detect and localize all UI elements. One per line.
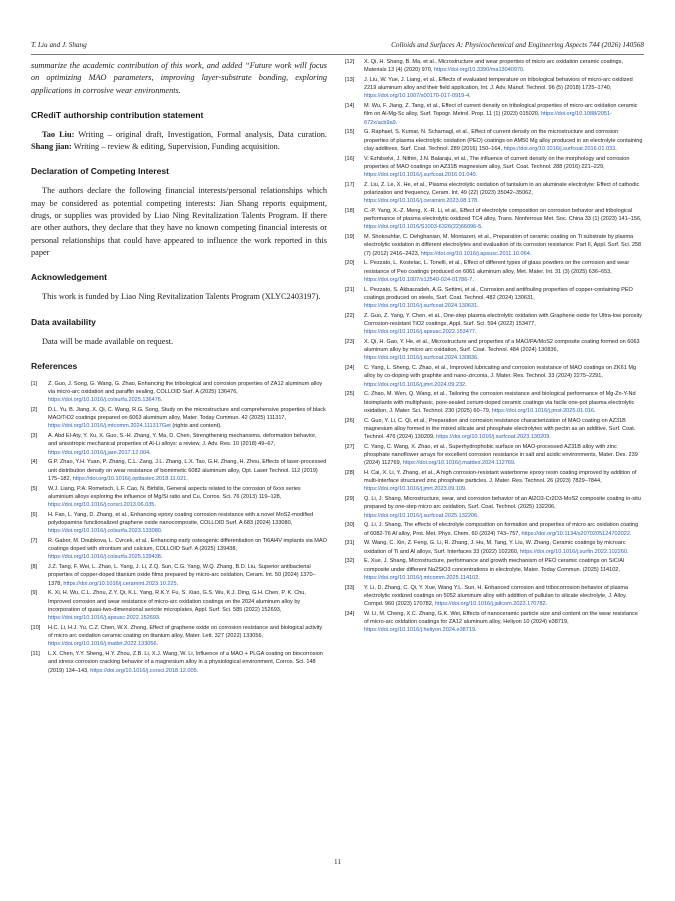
reference-number: [25]: [345, 391, 355, 398]
reference-item: [345, 469, 643, 494]
header-journal: Colloids and Surfaces A: Physicochemical and Engineering Aspects 744 (2026) 140568: [391, 41, 644, 49]
reference-text: [364, 58, 643, 74]
reference-doi-link[interactable]: https://doi.org/10.1016/j.jmst.2025.01.016: [491, 407, 594, 414]
reference-item: [345, 584, 643, 609]
reference-tail: .: [549, 434, 551, 441]
reference-doi-link[interactable]: https://doi.org/10.1016/S1003-6326(22)66096-5: [364, 224, 482, 231]
reference-text: [364, 610, 643, 635]
reference-doi-link[interactable]: https://doi.org/10.1016/j.colsurfa.2025.139438: [48, 554, 161, 561]
reference-item: [345, 390, 643, 415]
reference-number: [8]: [31, 564, 38, 571]
reference-number: [17]: [345, 181, 355, 188]
references-heading: References: [31, 360, 78, 371]
reference-text: [364, 390, 643, 415]
reference-doi-link[interactable]: https://doi.org/10.1016/j.matdes.2024.112769: [402, 460, 514, 467]
reference-item: [31, 650, 327, 675]
reference-item: [31, 537, 327, 562]
reference-item: [31, 589, 327, 622]
reference-number: [21]: [345, 286, 355, 293]
reference-doi-link[interactable]: https://doi.org/10.1016/j.corsci.2013.06.035: [48, 502, 155, 509]
reference-doi-link[interactable]: https://doi.org/10.1007/s00170-017-0919-4: [364, 93, 470, 100]
reference-item: [345, 76, 643, 101]
reference-doi-link[interactable]: https://doi.org/10.1016/j.surfcoat.2023.130209: [436, 434, 550, 441]
reference-number: [4]: [31, 459, 38, 466]
reference-item: [345, 338, 643, 363]
reference-tail: .: [176, 580, 179, 587]
reference-text: [364, 539, 643, 555]
reference-item: [345, 312, 643, 337]
reference-text: [364, 155, 643, 180]
reference-item: [345, 102, 643, 127]
reference-item: [31, 432, 327, 457]
reference-text: [364, 259, 643, 284]
reference-number: [33]: [345, 584, 355, 591]
reference-number: [27]: [345, 443, 355, 450]
reference-doi-link[interactable]: https://doi.org/10.1016/j.jmrt.2024.09.232: [364, 381, 466, 388]
reference-item: [345, 539, 643, 555]
reference-tail: .: [475, 172, 478, 179]
reference-text: [48, 380, 327, 405]
reference-text: [48, 624, 327, 649]
reference-text: [364, 338, 643, 363]
reference-citation: C. Yang, L. Sheng, C. Zhao, et al., Improved lubricating and corrosion resistance of MAO coatings on ZK61 Mg alloy by co-doping with graphite and nano-zirconia, J. Mater. Res. Technol. 33 (2024) 2275–2291,: [364, 365, 637, 380]
reference-tail: .: [465, 381, 467, 388]
reference-doi-link[interactable]: https://doi.org/10.1016/j.optlastec.2018.11.021: [72, 475, 187, 482]
reference-number: [20]: [345, 260, 355, 267]
reference-doi-link[interactable]: https://doi.org/10.1016/j.mtcomm.2024.111317Get: [48, 423, 171, 430]
reference-citation: G. Raphael, S. Kumar, N. Scharnagl, et al., Effect of current density on the microstructure and corrosion properties of plasma electrolytic oxidation (PEO) coatings on AM50 Mg alloy produced in an electrolyte containing clay additives, Surf. Coat. Technol. 289 (2016) 150–164,: [364, 129, 643, 152]
reference-citation: Y. Li, D. Zhang, C. Qi, Y. Xue, Wang Y.L. Sun, H. Enhanced corrosion and tribocorrosion behavior of plasma electrolytic oxidized coatings on 5052 aluminum alloy with addition of pullulan to silicate electrolyte, J. Alloy. Compd. 960 (2023) 170782,: [364, 584, 629, 608]
reference-text: [48, 537, 327, 562]
reference-text: [364, 102, 643, 127]
credit-text-2: Writing – review & editing, Supervision, Funding acquisition.: [71, 142, 280, 152]
reference-citation: J. Liu, W. Yue, J. Liang, et al., Effects of evaluated temperature on tribological behaviors of micro-arc oxidized 2219 aluminum alloy and their field application, Int. J. Adv. Manuf. Technol. 96 (5) (2018) 1725–1740,: [364, 77, 633, 92]
reference-number: [30]: [345, 522, 355, 529]
reference-text: [364, 181, 643, 206]
reference-citation: H. Cai, X. Li, Y. Zhang, et al., A high corrosion-resistant waterborne epoxy resin coating improved by addition of multi-interface structured zinc phosphate particles, J. Mater. Res. Technol. 26 (2023) 7829–7844,: [364, 470, 637, 485]
reference-item: [345, 610, 643, 635]
reference-item: [345, 128, 643, 153]
reference-tail: .: [477, 355, 479, 362]
reference-citation: C. Zhao, M. Wen, Q. Wang, et al., Tailoring the corrosion resistance and biological performance of Mg-Zn-Y-Nd bioimplants with multiphasic, pore-sealed cerium-doped ceramic coatings via facile one-pot plasma electrolytic oxidation, J. Mater. Sci. Technol. 230 (2025) 60–79,: [364, 391, 636, 414]
reference-tail: .: [156, 641, 159, 648]
reference-citation: W. Li, M. Cheng, X.C. Zhang, G.K. Wei, Effects of nanoceramic particle size and content on the wear resistance of micro-arc oxidation coatings for ZA12 aluminum alloy, Heliyon 10 (2024) e38719,: [364, 610, 638, 626]
reference-tail: .: [477, 303, 479, 310]
reference-doi-link[interactable]: https://doi.org/10.1016/j.apsusc.2022.152693: [48, 615, 160, 622]
reference-doi-link[interactable]: https://doi.org/10.1016/j.colsurfa.2025.136476: [48, 397, 161, 404]
reference-citation: A. Abd El-Aty, Y. Xu, X. Guo, S.-H. Zhang, Y. Ma, D. Chen, Strengthening mechanisms, deformation behavior, and anisotropic mechanical properties of Al-Li alloys: a review, J. Adv. Res. 10 (2018) 49–67,: [48, 433, 317, 448]
reference-item: [345, 495, 643, 520]
data-availability-heading: Data availability: [31, 316, 96, 327]
reference-tail: .: [186, 475, 188, 482]
reference-number: [2]: [31, 407, 38, 414]
reference-doi-link[interactable]: https://doi.org/10.1016/j.corsci.2018.12.005: [90, 667, 197, 674]
right-column: [345, 58, 643, 636]
reference-item: [345, 521, 643, 537]
reference-tail: .: [160, 528, 163, 535]
reference-tail: .: [160, 397, 163, 404]
reference-tail: .: [593, 407, 596, 414]
reference-tail: .: [160, 554, 163, 561]
reference-number: [24]: [345, 365, 355, 372]
credit-name-1: Tao Liu:: [42, 129, 75, 139]
reference-number: [29]: [345, 496, 355, 503]
acknowledgement-heading: Acknowledgement: [31, 272, 107, 283]
reference-number: [34]: [345, 610, 355, 617]
reference-tail: .: [629, 530, 632, 537]
reference-doi-link[interactable]: https://doi.org/10.1016/j.jare.2017.12.004: [48, 449, 150, 456]
credit-name-2: Shang jian:: [31, 142, 72, 152]
reference-citation: W.J. Liang, P.A. Rometsch, L.F. Cao, N. Birbilis, General aspects related to the corrosion of 6xxx series aluminium alloys exploring the influence of Mg/Si ratio and Cu, Corros. Sci. 76 (2013) 119–128,: [48, 485, 301, 500]
reference-doi-link[interactable]: https://doi.org/10.1016/j.apsusc.2011.10.064: [420, 250, 530, 257]
reference-tail: .: [395, 119, 398, 126]
reference-text: [364, 584, 643, 609]
reference-doi-link[interactable]: https://doi.org/10.1016/j.jmrt.2023.09.109: [364, 486, 466, 493]
reference-citation: X. Qi, H. Gao, Y. He, et al., Microstructure and properties of a MAO/PA/MoS2 composite coating formed on 6063 aluminum alloy by micro arc oxidation, Surf. Coat. Technol. 484 (2024) 130836,: [364, 339, 640, 354]
reference-number: [23]: [345, 339, 355, 346]
reference-tail: .: [545, 601, 548, 608]
reference-item: [31, 624, 327, 649]
reference-number: [6]: [31, 511, 38, 518]
reference-tail: .: [154, 502, 156, 509]
reference-number: [22]: [345, 312, 355, 319]
reference-tail: .: [472, 276, 474, 283]
reference-citation: G.P. Zhao, Y.H. Yuan, P. Zhang, C.L. Zang, J.L. Zhang, L.X. Tao, G.H. Zhang, H. Zhou, Effects of laser-processed unit distribution density on wear resistance of biomimetic 6082 aluminum alloy, Opt. Laser Technol. 112 (2019) 175–182,: [48, 459, 327, 482]
reference-doi-link[interactable]: https://doi.org/10.1007/s12540-024-01786-7: [364, 276, 473, 283]
reference-tail: (rights and content).: [170, 423, 222, 430]
credit-paragraph: [31, 129, 327, 154]
reference-tail: .: [514, 460, 516, 467]
reference-item: [345, 259, 643, 284]
reference-number: [3]: [31, 433, 38, 440]
reference-number: [31]: [345, 540, 355, 547]
running-header: [31, 41, 644, 53]
reference-text: [48, 406, 327, 431]
reference-text: [364, 557, 643, 582]
reference-citation: C.-P. Yang, X.-Z. Meng, X.-R. Li, et al., Effect of electrolyte composition on corrosion behavior and tribological performance of plasma electrolytic oxidized TC4 alloy, Trans. Nonferrous Met. Soc. China 33 (1) (2023) 141–156,: [364, 208, 642, 223]
reference-tail: .: [615, 145, 617, 152]
reference-item: [345, 443, 643, 468]
reference-number: [10]: [31, 624, 41, 631]
reference-tail: .: [469, 93, 471, 100]
reference-doi-link[interactable]: https://doi.org/10.1016/j.surfcoat.2016.01.040: [364, 172, 476, 179]
reference-text: [364, 286, 643, 311]
reference-text: [48, 485, 327, 510]
reference-citation: L.X. Chen, Y.Y. Sheng, H.Y. Zhou, Z.B. Li, X.J. Wang, W. Li, Influence of a MAO + PLGA coating on biocorrosion and stress corrosion cracking behavior of a magnesium alloy in a physiological environment, Corros. Sci. 148 (2019) 134–143,: [48, 651, 323, 674]
left-column: [31, 60, 327, 676]
reference-doi-link[interactable]: https://doi.org/10.1016/j.colsurfa.2023.133080: [48, 528, 161, 535]
reference-citation: Z. Guo, J. Song, G. Wang, G. Zhao, Enhancing the tribological and corrosion properties of ZA12 aluminum alloy via micro-arc oxidation and paraffin sealing, COLLOID Surf. A (2025) 136476,: [48, 380, 323, 396]
reference-citation: H.C. Li, H.J. Yu, C.Z. Chen, W.X. Zhong, Effect of graphene oxide on corrosion resistance and biological activity of micro arc oxidation ceramic coating on titanium alloy, Mater. Lett. 327 (2022) 133056,: [48, 624, 323, 640]
reference-doi-link[interactable]: https://doi.org/10.1134/s2070205124702022: [521, 530, 630, 537]
reference-doi-link[interactable]: https://doi.org/10.1016/j.surfcoat.2016.01.033: [503, 145, 616, 152]
reference-text: [364, 312, 643, 337]
reference-citation: L. Pezzato, S. Akbarzadeh, A.G. Settimi, et al., Corrosion and antifouling properties of copper-containing PEO coatings produced on steels, Surf. Coat. Technol. 482 (2024) 130631,: [364, 286, 633, 301]
reference-number: [14]: [345, 103, 355, 110]
reference-text: [364, 76, 643, 101]
reference-tail: .: [477, 198, 479, 205]
reference-citation: Z. Guo, Z. Yang, Y. Chen, et al., One-step plasma electrolytic oxidation with Graphene oxide for Ultra-low porosity Corrosion-resistant TiO2 coatings, Appl. Surf. Sci. 594 (2022) 153477,: [364, 312, 642, 328]
reference-item: [345, 364, 643, 389]
reference-number: [32]: [345, 558, 355, 565]
reference-number: [16]: [345, 155, 355, 162]
reference-doi-link[interactable]: https://doi.org/10.1016/j.surfin.2022.102260: [520, 548, 628, 555]
reference-text: [364, 364, 643, 389]
reference-citation: V. Ezhilselvi, J. Nithin, J.N. Balaraju, et al., The influence of current density on the morphology and corrosion properties of MAO coatings on AZ31B magnesium alloy, Surf. Coat. Technol. 288 (2016) 221–229,: [364, 155, 630, 170]
reference-doi-link[interactable]: https://doi.org/10.1016/j.surfcoat.2025.132206: [364, 512, 478, 519]
reference-citation: C. Yang, C. Wang, X. Zhao, et al., Superhydrophobic surface on MAO-processed AZ31B alloy with zinc phosphate nanoflower arrays for excellent corrosion resistance in salt and acidic environments, Mater. Des. 239 (2024) 112769,: [364, 443, 638, 467]
reference-citation: H. Fan, L. Yang, D. Zhang, et al., Enhancing epoxy coating corrosion resistance with a novel MoS2-modified polydopamine functionalized graphene oxide nanocomposite, COLLOID Surf. A 683 (2024) 133080,: [48, 511, 314, 527]
reference-tail: .: [159, 615, 161, 622]
reference-doi-link[interactable]: https://doi.org/10.3390/ma13040970: [434, 67, 524, 74]
reference-doi-link[interactable]: https://doi.org/10.1016/j.ceramint.2023.08.178: [364, 198, 478, 205]
reference-number: [5]: [31, 485, 38, 492]
reference-doi-link[interactable]: https://doi.org/10.1016/j.matlet.2022.133056: [48, 641, 157, 648]
reference-item: [345, 207, 643, 232]
reference-doi-link[interactable]: https://doi.org/10.1016/j.jallcom.2023.170782: [434, 601, 546, 608]
reference-doi-link[interactable]: https://doi.org/10.1016/j.surfcoat.2024.130631: [364, 303, 478, 310]
reference-doi-link[interactable]: https://doi.org/10.1016/j.heliyon.2024.e38719: [364, 627, 476, 634]
reference-tail: .: [475, 329, 477, 336]
reference-citation: M. Shokouhfar, C. Dehghanian, M. Montazeri, et al., Preparation of ceramic coating on Ti substrate by plasma electrolytic oxidation in different electrolytes and evaluation of its corrosion resistance: Part II, Appl. Surf. Sci. 258 (7) (2012) 2416–2423,: [364, 234, 642, 257]
reference-number: [7]: [31, 538, 38, 545]
reference-number: [15]: [345, 129, 355, 136]
reference-item: [31, 458, 327, 483]
reference-text: [48, 650, 327, 675]
reference-doi-link[interactable]: https://doi.org/10.1016/j.apsusc.2022.153477: [364, 329, 476, 336]
reference-doi-link[interactable]: https://doi.org/10.1016/j.ceramint.2023.10.225: [63, 580, 177, 587]
reference-item: [31, 380, 327, 405]
reference-citation: K. Xi, H. Wu, C.L. Zhou, Z.Y. Qi, K.L. Yang, R.K.Y. Fu, S. Xiao, G.S. Wu, K.J. Ding, G.H. Chen, P. K. Chu, Improved corrosion and wear resistance of micro-arc oxidation coatings on the 2024 aluminum alloy by incorporation of quasi-two-dimensional sericite microplates, Appl. Surf. Sci. 585 (2022) 152693,: [48, 590, 306, 613]
reference-item: [31, 511, 327, 536]
reference-item: [345, 58, 643, 74]
reference-tail: .: [196, 667, 199, 674]
reference-text: [364, 469, 643, 494]
reference-text: [364, 521, 643, 537]
reference-item: [345, 417, 643, 442]
reference-item: [31, 485, 327, 510]
reference-item: [31, 406, 327, 431]
header-rule: [31, 54, 644, 55]
reference-number: [26]: [345, 417, 355, 424]
reference-item: [345, 155, 643, 180]
competing-heading: Declaration of Competing Interest: [31, 166, 169, 177]
reference-item: [345, 557, 643, 582]
reference-tail: .: [475, 627, 477, 634]
reference-number: [1]: [31, 380, 38, 387]
reference-tail: .: [478, 574, 480, 581]
reference-text: [364, 443, 643, 468]
reference-citation: M. Wu, F. Jiang, Z. Tang, et al., Effect of current density on tribological properties of micro-arc oxidation ceramic film on Al-Mg-Sc alloy, Surf. Topogr. Metrol. Prop. 11 (1) (2023) 015020,: [364, 103, 638, 118]
credit-text-1: Writing – original draft, Investigation, Formal analysis, Data curation.: [74, 129, 327, 139]
reference-citation: Q. Li, J. Shang, Microstructure, wear, and corrosion behavior of an Al2O3-Cr2O3-MoS2 composite coating in-situ prepared by one-step micro arc oxidation, Surf. Coat. Technol. (2025) 132206,: [364, 496, 641, 511]
credit-heading: CRediT authorship contribution statement: [31, 109, 204, 120]
reference-tail: .: [529, 250, 532, 257]
reference-number: [12]: [345, 59, 355, 65]
reference-text: [364, 207, 643, 232]
reference-number: [19]: [345, 234, 355, 241]
reference-item: [345, 181, 643, 206]
reference-citation: C. Guo, Y. Li, C. Qi, et al., Preparation and corrosion resistance characterization of MAO coating on AZ31B magnesium alloy formed in the mixed silicate and phosphate electrolytes with pectin as an additive, Surf. Coat. Technol. 476 (2024) 130209,: [364, 417, 636, 441]
reference-citation: W. Wang, C. Xin, Z. Feng, G. Li, R. Zhang, J. Hu, M. Tang, Y. Liu, W. Zhang, Ceramic coatings by microarc oxidation of Ti and Al alloys, Surf. Interfaces 33 (2022) 102260,: [364, 540, 626, 555]
reference-text: [364, 233, 643, 258]
reference-text: [48, 563, 327, 588]
reference-citation: Q. Li, J. Shang, The effects of electrolyte composition on formation and properties of micro arc oxidation coating of 6082-T6 Al alloy, Prot. Met. Phys. Chem. 60 (2024) 743–757,: [364, 522, 639, 537]
reference-item: [345, 286, 643, 311]
page-number: 11: [334, 858, 341, 866]
data-availability-paragraph: Data will be made available on request.: [42, 336, 174, 346]
reference-text: [364, 495, 643, 520]
reference-tail: .: [465, 486, 467, 493]
reference-doi-link[interactable]: https://doi.org/10.1088/2051-672x/acb9a9: [364, 111, 612, 126]
reference-number: [11]: [31, 651, 40, 658]
reference-text: [48, 432, 327, 457]
reference-citation: L. Pezzato, L. Kostelac, L. Tonelli, et al., Effect of different types of glass powders on the corrosion and wear resistance of Peo coatings produced on 6061 aluminum alloy, Met. Mater. Int. 31 (3) (2025) 636–653,: [364, 260, 630, 275]
header-authors: T. Liu and J. Shang: [31, 41, 87, 49]
reference-tail: .: [149, 449, 151, 456]
reference-number: [28]: [345, 470, 355, 477]
reference-citation: E. Xue, J. Shang, Microstructure, performance and growth mechanism of PEO ceramic coatings on SiC/Al composite under different Na2SiO3 concentrations in electrolyte, Mater. Today Commun. (2025) 114102,: [364, 558, 625, 573]
reference-item: [345, 233, 643, 258]
reference-tail: .: [627, 548, 629, 555]
reference-number: [18]: [345, 208, 355, 215]
reference-text: [364, 128, 643, 153]
reference-tail: .: [481, 224, 483, 231]
reference-citation: D.L. Yu, B. Jiang, X. Qi, C. Wang, R.G. Song, Study on the microstructure and comprehensive properties of black MAO/TiO2 coatings prepared on 6063 aluminum alloy, Mater. Today Commun. 42 (2025) 111317,: [48, 407, 326, 422]
reference-tail: .: [477, 512, 479, 519]
competing-paragraph: The authors declare the following financial interests/personal relationships which may be considered as potential competing interests: Jian Shang reports equipment, drugs, or supplies was provided by Liao Ning Revitalization Talents Program. If there are other authors, they declare that they have no known competing financial interests or personal relationships that could have appeared to influence the work reported in this paper: [31, 186, 327, 257]
intro-paragraph: summarize the academic contribution of this work, and added “Future work will focus on optimizing MAO parameters, improving layer-substrate bonding, exploring applications in corrosive wear environments.: [31, 61, 327, 95]
reference-citation: Z. Liu, Z. Le, X. He, et al., Plasma electrolytic oxidation of tantalum in an aluminate electrolyte: Effect of cathodic polarization and frequency, Ceram. Int. 49 (22) (2023) 35042–35062,: [364, 181, 640, 197]
reference-citation: X. Qi, H. Shang, B. Ma, et al., Microstructure and wear properties of micro arc oxidation ceramic coatings, Materials 13 (4) (2020) 970,: [364, 59, 623, 74]
reference-citation: R. Gabor, M. Doubkova, L. Cvrcek, et al., Enhancing early osteogenic differentiation on Ti6Al4V implants via MAO coatings doped with strontium and calcium, COLLOID Surf. A (2025) 139438,: [48, 538, 327, 553]
reference-citation: J.Z. Tang, F. Wei, L. Zhao, L. Yang, J. Li, Z.Q. Sun, C.G. Yang, W.Q. Zhang, B.D. Liu, Superior antibacterial properties of copper-doped titanium oxide films prepared by micro-arc oxidation, Ceram. Int. 50 (2024) 1370–1378,: [48, 564, 316, 587]
reference-number: [9]: [31, 590, 38, 597]
references-list-left: [31, 380, 327, 675]
references-list-right: [345, 58, 643, 634]
reference-text: [48, 458, 327, 483]
reference-item: [31, 563, 327, 588]
acknowledgement-paragraph: This work is funded by Liao Ning Revitalization Talents Program (XLYC2403197).: [42, 292, 321, 302]
reference-text: [48, 511, 327, 536]
reference-number: [13]: [345, 77, 355, 83]
reference-tail: .: [523, 67, 525, 74]
reference-doi-link[interactable]: https://doi.org/10.1016/j.mtcomm.2025.114102: [364, 574, 479, 581]
reference-text: [48, 589, 327, 622]
reference-text: [364, 417, 643, 442]
reference-doi-link[interactable]: https://doi.org/10.1016/j.surfcoat.2024.130836: [364, 355, 478, 362]
